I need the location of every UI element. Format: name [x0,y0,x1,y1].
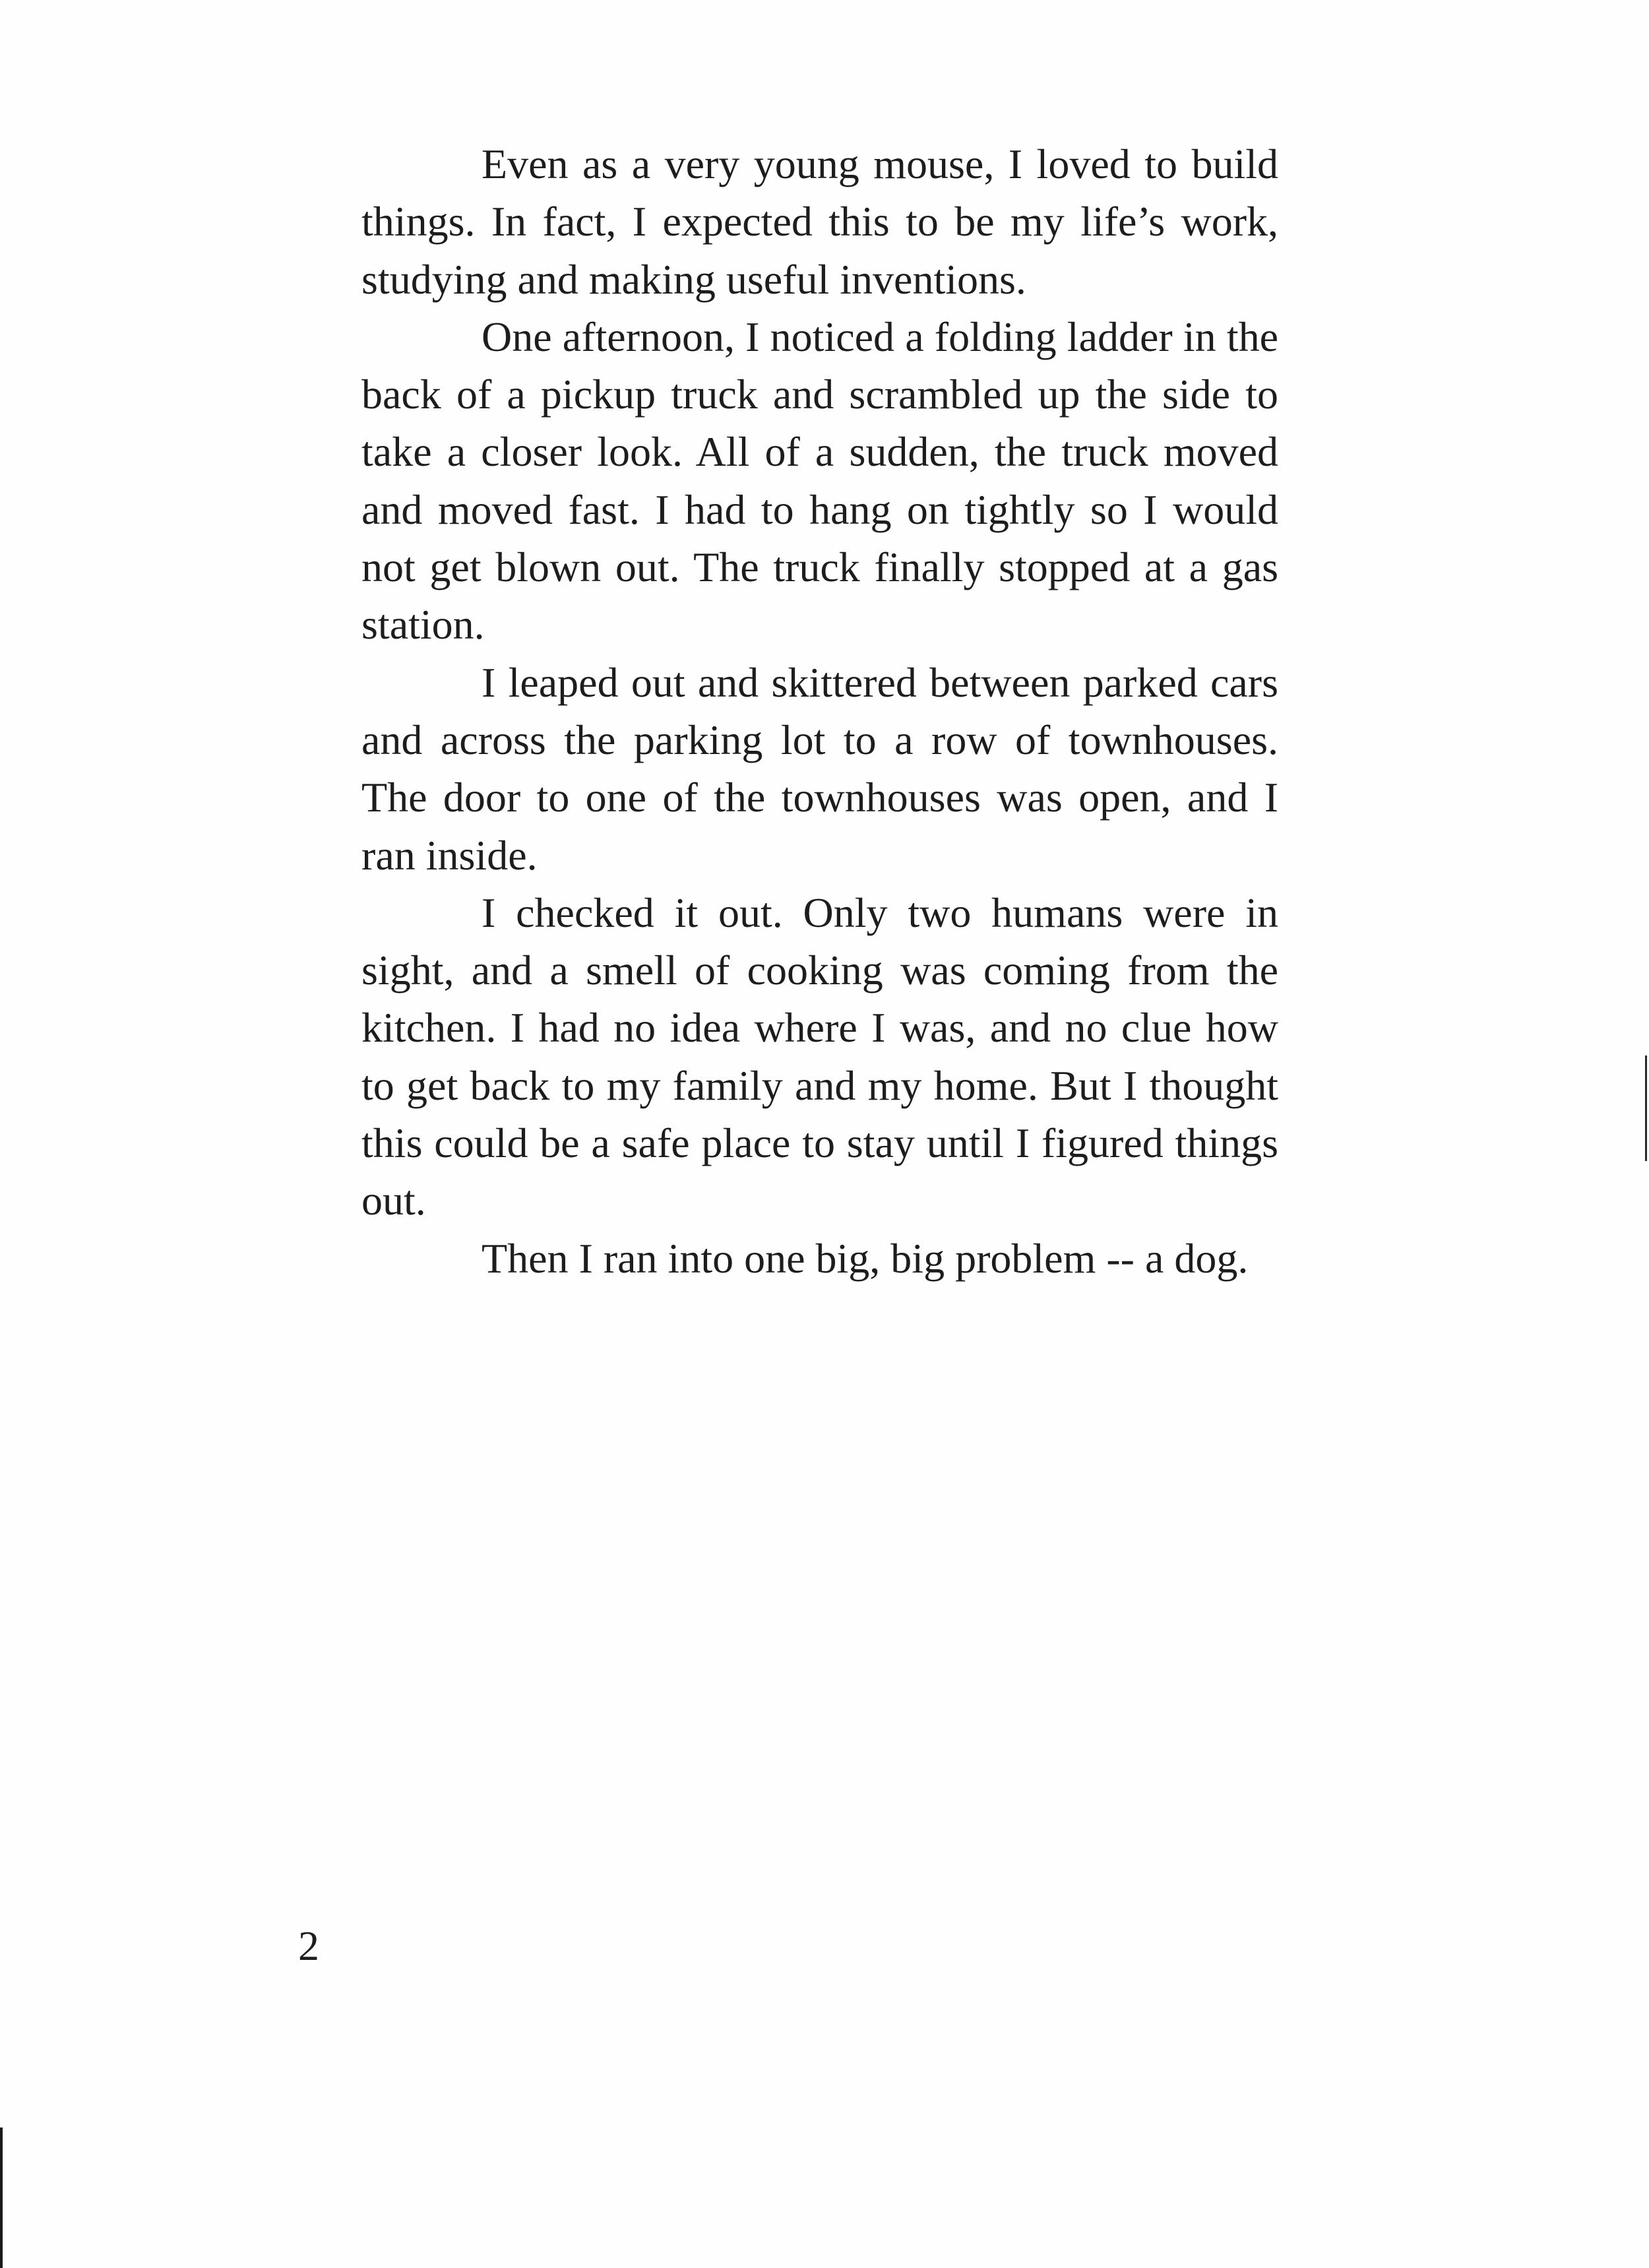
page-number: 2 [298,1922,319,1969]
paragraph-2: One afternoon, I noticed a folding ladder in the back of a pickup truck and scrambled up the side to take a closer look. All of a sudden, the truck moved and moved fast. I had to hang on tightly so I would not get blown out. The truck finally stopped at a gas station. [361,313,1278,648]
paragraph-3: I leaped out and skittered between parked cars and across the parking lot to a row of townhouses. The door to one of the townhouses was open, and I ran inside. [361,658,1278,879]
paragraph-1: Even as a very young mouse, I loved to build things. In fact, I expected this to be my life’s work, studying and making useful inventions. [361,141,1278,303]
scan-edge-mark [0,2127,3,2268]
paragraph-4: I checked it out. Only two humans were in sight, and a smell of cooking was coming from the kitchen. I had no idea where I was, and no clue how to get back to my family and my home. But I thought this could be a safe place to stay until I figured things out. [361,889,1278,1224]
story-text [361,135,1278,1287]
scan-edge-mark-right [1645,1055,1647,1161]
paragraph-5: Then I ran into one big, big problem -- a dog. [482,1234,1249,1282]
